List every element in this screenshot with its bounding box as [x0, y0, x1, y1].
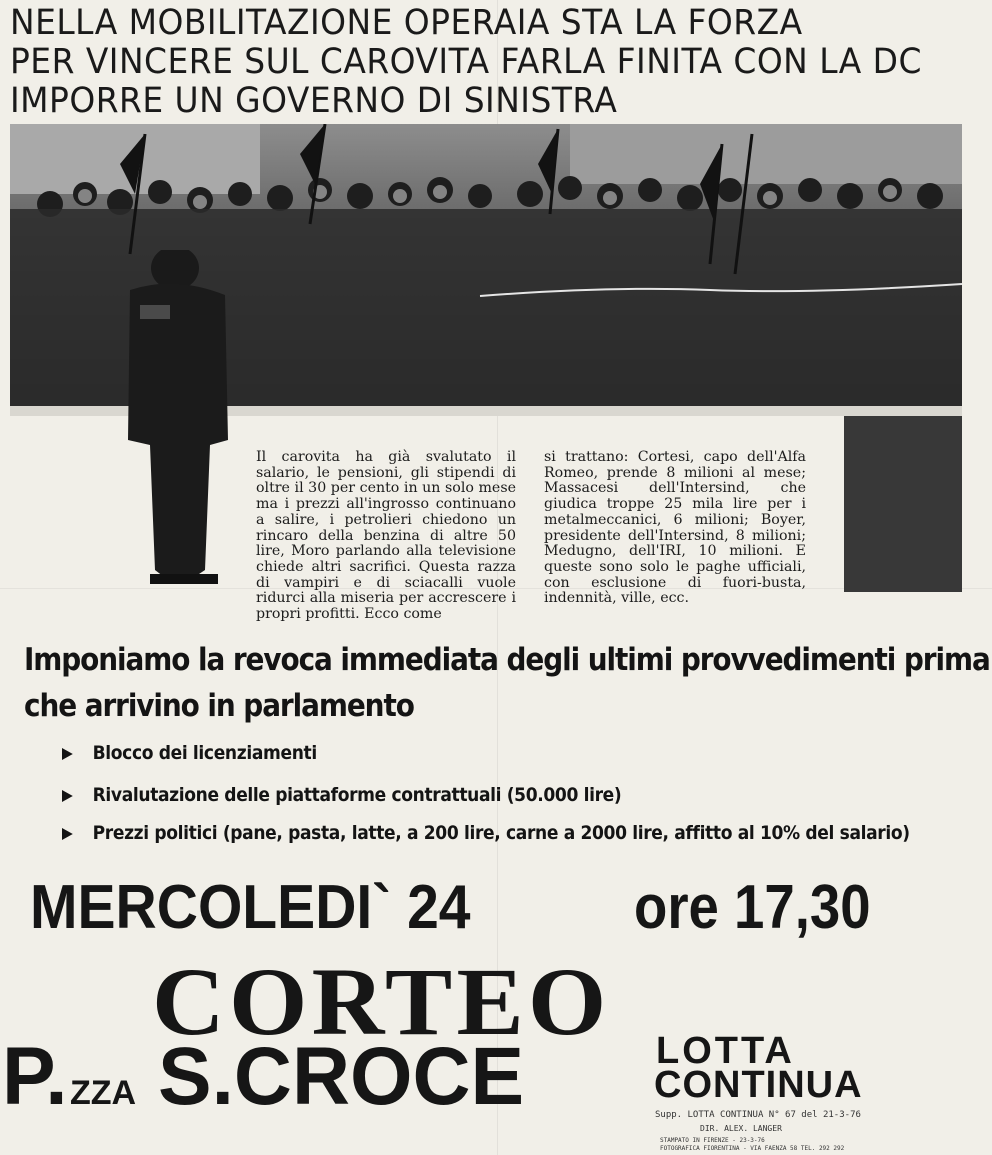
imprint-supplement: Supp. LOTTA CONTINUA N° 67 del 21-3-76	[655, 1110, 861, 1120]
imprint-printed: STAMPATO IN FIRENZE - 23-3-76	[660, 1137, 765, 1144]
organization-line-1: LOTTA	[656, 1030, 795, 1072]
imprint-director: DIR. ALEX. LANGER	[700, 1124, 782, 1133]
event-type: CORTEO	[152, 948, 611, 1055]
triangle-bullet-icon	[62, 790, 73, 802]
organization-line-2: CONTINUA	[654, 1064, 863, 1106]
headline-line-1: NELLA MOBILITAZIONE OPERAIA STA LA FORZA	[10, 3, 803, 43]
photo-edge	[844, 416, 962, 592]
demand-text: Rivalutazione delle piattaforme contrattuali (50.000 lire)	[92, 784, 622, 806]
place-prefix: P.	[2, 1031, 68, 1122]
place-abbr: ZZA	[70, 1074, 137, 1112]
demand-text: Prezzi politici (pane, pasta, latte, a 200 lire, carne a 2000 lire, affitto al 10% del salario)	[92, 822, 910, 844]
slogan-line-1: Imponiamo la revoca immediata degli ultimi provvedimenti prima	[24, 642, 990, 678]
headline-line-3: IMPORRE UN GOVERNO DI SINISTRA	[10, 81, 618, 121]
triangle-bullet-icon	[62, 748, 73, 760]
place-name: S.CROCE	[158, 1031, 525, 1122]
event-day: MERCOLEDI` 24	[30, 873, 471, 942]
demand-text: Blocco dei licenziamenti	[92, 742, 317, 764]
demand-item	[62, 822, 910, 844]
headline-line-2: PER VINCERE SUL CAROVITA FARLA FINITA CON LA DC	[10, 42, 922, 82]
demand-item	[62, 742, 317, 764]
article-column-1: Il carovita ha già svalutato il salario, le pensioni, gli stipendi di oltre il 30 per cento in un solo mese ma i prezzi all'ingrosso continuano a salire, i petrolieri chiedono un rincaro della benzina di altre 50 lire, Moro parlando alla televisione chiede altri sacrifici. Questa razza di vampiri e di sciacalli vuole ridurci alla miseria per accrescere i propri profitti. Ecco come	[256, 449, 516, 623]
slogan-line-2: che arrivino in parlamento	[24, 688, 414, 724]
triangle-bullet-icon	[62, 828, 73, 840]
worker-figure	[110, 250, 250, 590]
event-time: ore 17,30	[634, 873, 871, 942]
demand-item	[62, 784, 621, 806]
article-column-2: si trattano: Cortesi, capo dell'Alfa Romeo, prende 8 milioni al mese; Massacesi dell'Intersind, che giudica troppe 25 mila lire per i metalmeccanici, 6 milioni; Boyer, presidente dell'Intersind, 8 milioni; Medugno, dell'IRI, 10 milioni. E queste sono solo le paghe ufficiali, con esclusione di fuori-busta, indennità, ville, ecc.	[544, 449, 806, 607]
imprint-printer: FOTOGRAFICA FIORENTINA - VIA FAENZA 58 TEL. 292 292	[660, 1145, 845, 1152]
